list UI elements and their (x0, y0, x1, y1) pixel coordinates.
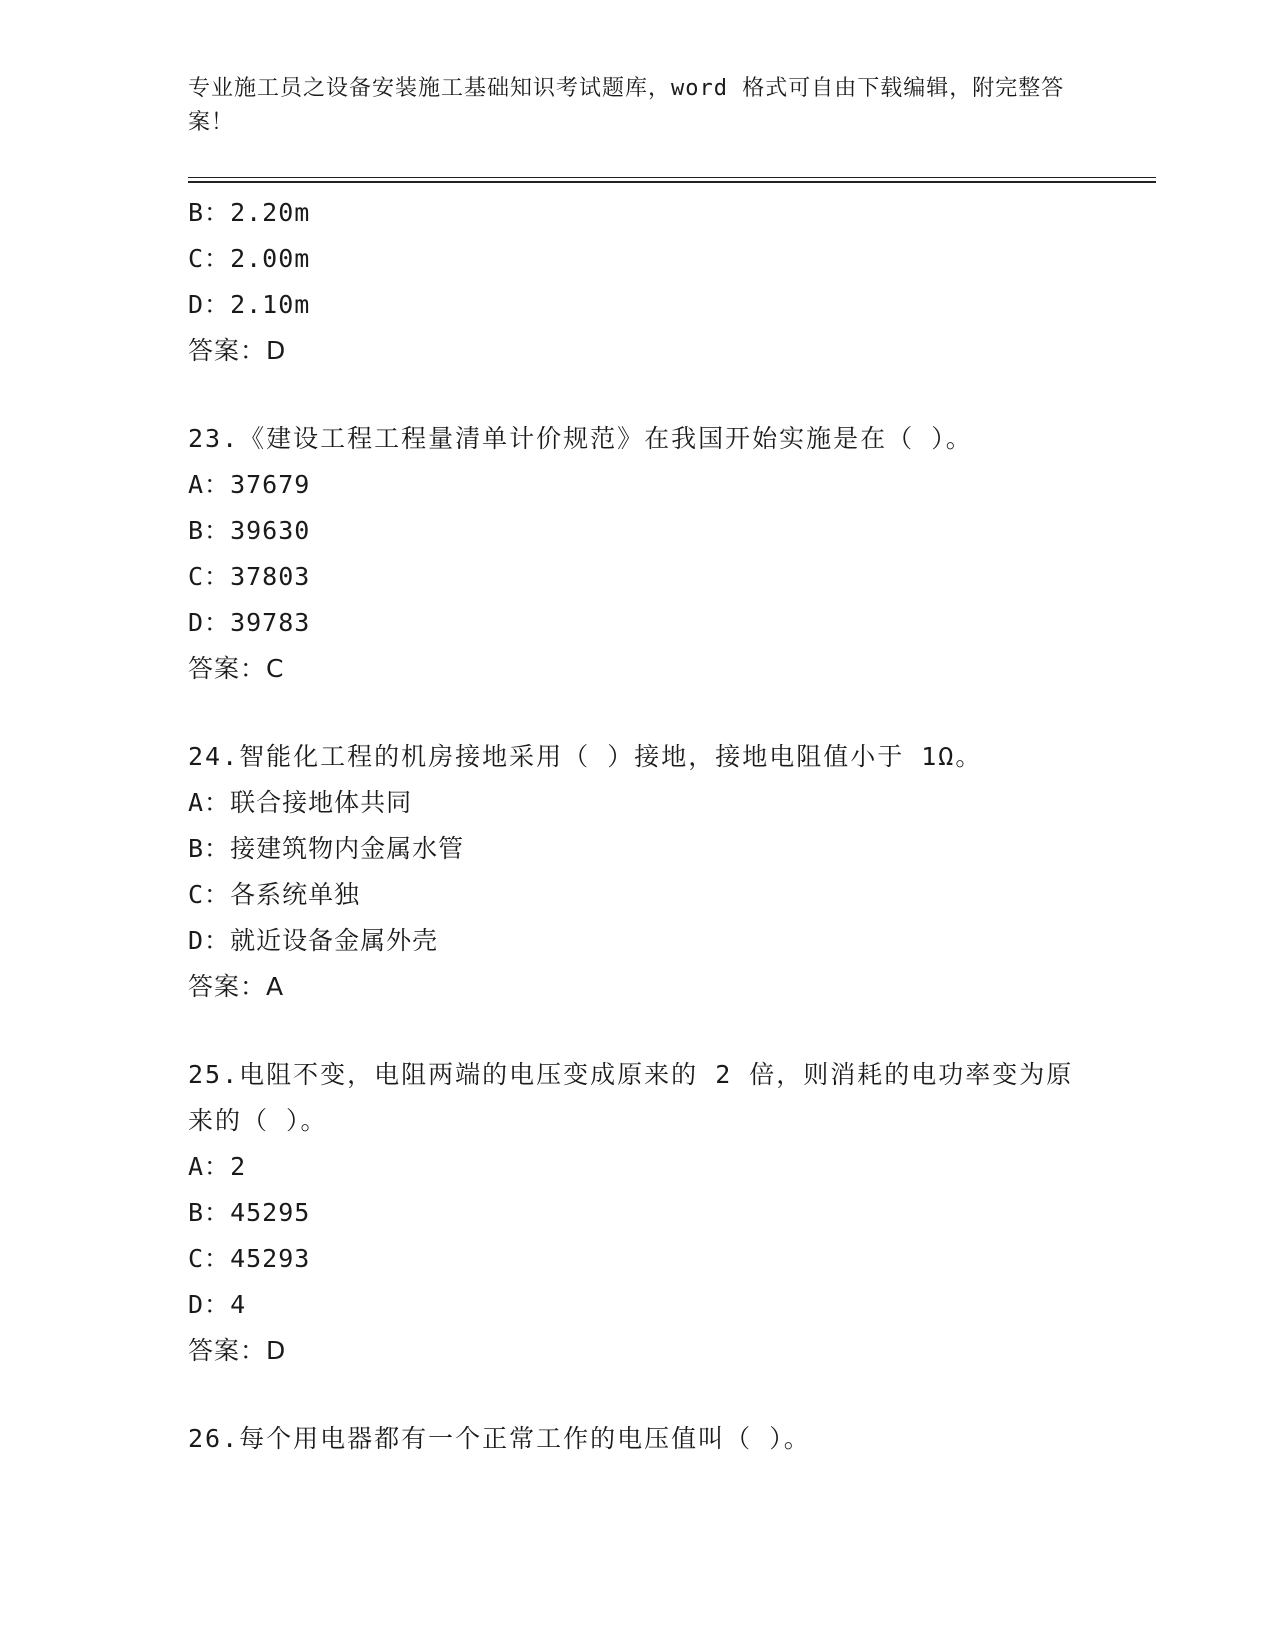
option-label: B： (188, 834, 231, 863)
option-label: C： (188, 1244, 231, 1273)
question-text: 24.智能化工程的机房接地采用（ ）接地，接地电阻值小于 1Ω。 (188, 742, 983, 771)
option-text: 就近设备金属外壳 (230, 926, 439, 955)
question-block-25 (188, 1052, 1088, 1374)
option-text: 各系统单独 (230, 880, 361, 909)
option-row (188, 190, 1088, 236)
question-block-26 (188, 1416, 1088, 1462)
option-row (188, 1236, 1088, 1282)
option-row (188, 236, 1088, 282)
option-text: 2.00m (230, 244, 311, 273)
option-label: B： (188, 516, 231, 545)
option-text: 接建筑物内金属水管 (230, 834, 465, 863)
header-divider-thin (188, 177, 1156, 178)
option-row (188, 600, 1088, 646)
option-label: A： (188, 788, 231, 817)
question-block-23 (188, 416, 1088, 692)
option-text: 45295 (230, 1198, 311, 1227)
option-row (188, 1190, 1088, 1236)
header-divider-thick (188, 181, 1156, 183)
option-label: B： (188, 1198, 231, 1227)
option-row (188, 1144, 1088, 1190)
option-label: C： (188, 880, 231, 909)
option-text: 4 (230, 1290, 247, 1319)
option-label: C： (188, 244, 231, 273)
answer-line: 答案：A (188, 972, 285, 1001)
option-text: 39630 (230, 516, 311, 545)
option-label: B： (188, 198, 231, 227)
option-text: 37803 (230, 562, 311, 591)
option-text: 2.10m (230, 290, 311, 319)
answer-line: 答案：C (188, 654, 285, 683)
header-title: 专业施工员之设备安装施工基础知识考试题库，word 格式可自由下载编辑，附完整答案！ (188, 76, 1065, 135)
option-label: D： (188, 926, 231, 955)
document-header (188, 72, 1088, 140)
option-label: C： (188, 562, 231, 591)
option-text: 2.20m (230, 198, 311, 227)
option-text: 39783 (230, 608, 311, 637)
question-list (188, 190, 1088, 1462)
option-row (188, 826, 1088, 872)
question-text: 26.每个用电器都有一个正常工作的电压值叫（ ）。 (188, 1424, 811, 1453)
option-text: 2 (230, 1152, 247, 1181)
option-row (188, 508, 1088, 554)
option-row (188, 462, 1088, 508)
option-row (188, 1282, 1088, 1328)
option-text: 联合接地体共同 (230, 788, 413, 817)
option-text: 45293 (230, 1244, 311, 1273)
option-row (188, 554, 1088, 600)
option-row (188, 872, 1088, 918)
option-row (188, 282, 1088, 328)
answer-line: 答案：D (188, 1336, 287, 1365)
question-text: 23.《建设工程工程量清单计价规范》在我国开始实施是在（ ）。 (188, 424, 973, 453)
question-block-22 (188, 190, 1088, 374)
option-label: D： (188, 608, 231, 637)
answer-line: 答案：D (188, 336, 287, 365)
option-label: D： (188, 1290, 231, 1319)
option-label: A： (188, 1152, 231, 1181)
option-label: D： (188, 290, 231, 319)
option-text: 37679 (230, 470, 311, 499)
option-row (188, 918, 1088, 964)
question-text: 25.电阻不变，电阻两端的电压变成原来的 2 倍，则消耗的电功率变为原来的（ ）。 (188, 1060, 1074, 1135)
option-row (188, 780, 1088, 826)
question-block-24 (188, 734, 1088, 1010)
option-label: A： (188, 470, 231, 499)
